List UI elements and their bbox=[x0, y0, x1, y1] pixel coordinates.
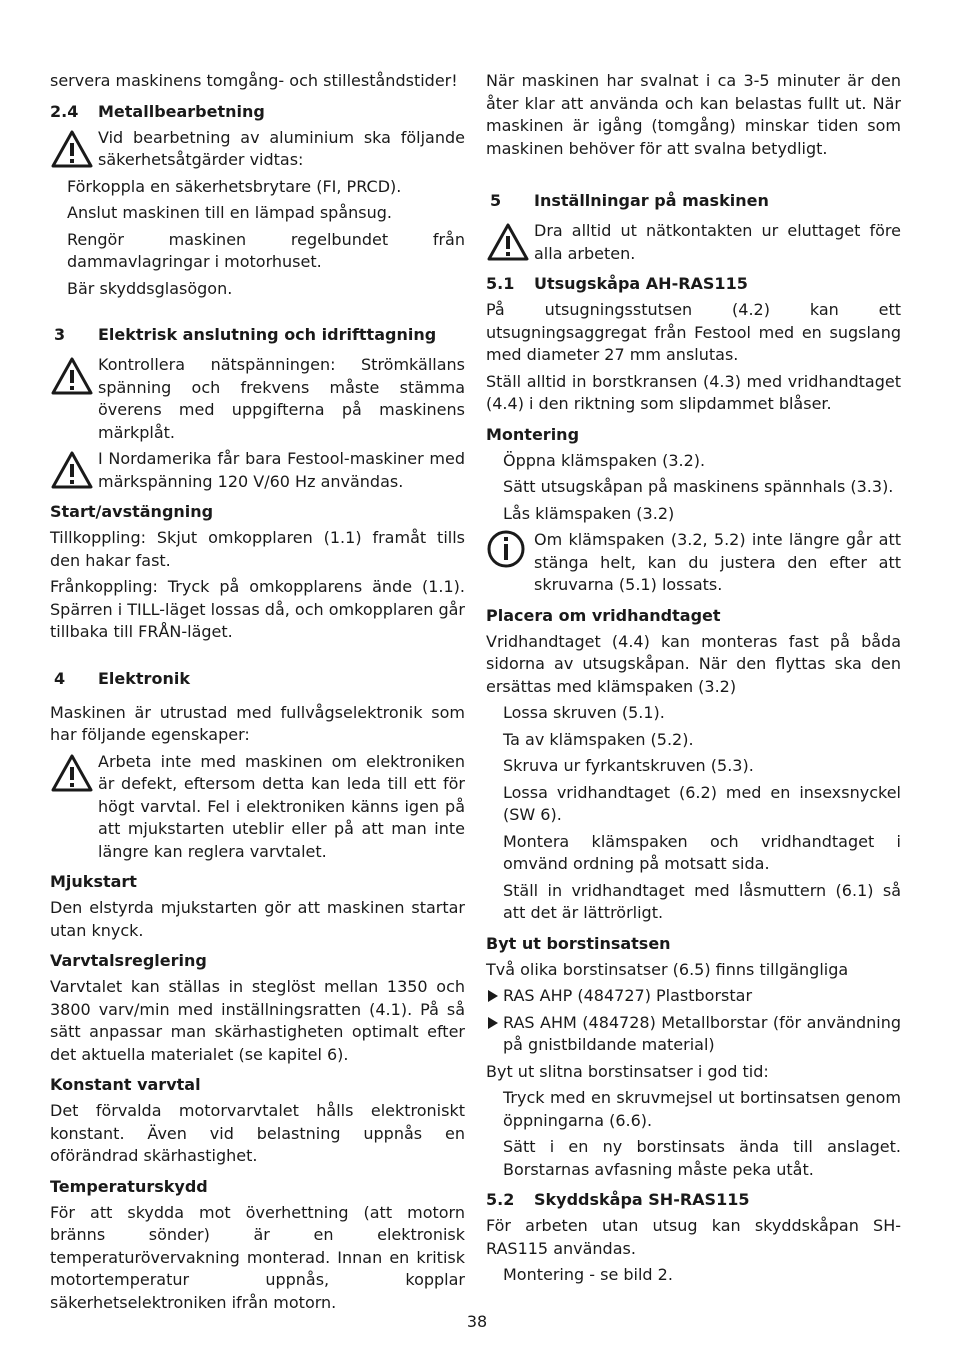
warning-triangle-icon bbox=[486, 222, 530, 262]
section-number: 4 bbox=[54, 668, 66, 688]
warning-note bbox=[486, 220, 901, 265]
step: Rengör maskinen regelbundet från dammavlagringar i motorhuset. bbox=[67, 229, 465, 271]
section-heading-5 bbox=[486, 190, 901, 212]
paragraph: servera maskinens tomgång- och stilleståndstider! bbox=[50, 71, 458, 90]
step: Montering - se bild 2. bbox=[503, 1265, 673, 1284]
arrow-bullet-icon bbox=[487, 990, 499, 1002]
paragraph: Varvtalet kan ställas in steglöst mellan 1350 och 3800 varv/min med inställningsratten (4.1). På så sätt anpassar man skärhastigheten optimalt efter det aktuella materialet (se kapitel 6). bbox=[50, 977, 465, 1064]
warning-text: I Nordamerika får bara Festool-maskiner med märkspänning 120 V/60 Hz användas. bbox=[98, 449, 465, 491]
info-icon bbox=[486, 529, 526, 569]
step: Ta av klämspaken (5.2). bbox=[503, 729, 694, 749]
step: Skruva ur fyrkantskruven (5.3). bbox=[503, 756, 754, 775]
left-column bbox=[50, 70, 465, 1314]
section-title: Inställningar på maskinen bbox=[534, 191, 769, 210]
section-heading-2-4 bbox=[50, 101, 465, 123]
step: Sätt i en ny borstinsats ända till anslaget. Borstarnas avfasning måste peka utåt. bbox=[503, 1137, 901, 1179]
paragraph: För arbeten utan utsug kan skyddskåpan SH-RAS115 användas. bbox=[486, 1216, 901, 1258]
paragraph: Det förvalda motorvarvtalet hålls elektroniskt konstant. Även vid belastning uppnås en oförändrad skärhastighet. bbox=[50, 1101, 465, 1165]
section-heading-5-1 bbox=[486, 273, 901, 295]
page-number: 38 bbox=[466, 1312, 488, 1331]
warning-note bbox=[50, 751, 465, 864]
step: Montera klämspaken och vridhandtaget i omvänd ordning på motsatt sida. bbox=[503, 831, 901, 873]
step: Förkoppla en säkerhetsbrytare (FI, PRCD). bbox=[67, 176, 402, 196]
subheading: Byt ut borstinsatsen bbox=[486, 933, 671, 953]
warning-triangle-icon bbox=[50, 356, 94, 396]
section-title: Metallbearbetning bbox=[98, 101, 265, 121]
subheading: Placera om vridhandtaget bbox=[486, 605, 721, 625]
warning-text: Arbeta inte med maskinen om elektroniken är defekt, eftersom detta kan leda till ett för högt varvtal. Fel i elektroniken känns igen på att mjukstarten uteblir eller på att man inte längre kan reglera varvtalet. bbox=[98, 751, 465, 861]
warning-note bbox=[50, 127, 465, 172]
paragraph: På utsugningsstutsen (4.2) kan ett utsugningsaggregat från Festool med en sugslang med diameter 27 mm anslutas. bbox=[486, 300, 901, 364]
section-number: 2.4 bbox=[50, 101, 79, 121]
paragraph: Maskinen är utrustad med fullvågselektronik som har följande egenskaper: bbox=[50, 702, 465, 744]
subheading: Start/avstängning bbox=[50, 502, 214, 521]
right-column bbox=[486, 70, 901, 1287]
section-number: 5.1 bbox=[486, 274, 515, 293]
section-title: Elektrisk anslutning och idrifttagning bbox=[98, 325, 437, 344]
step: Ställ in vridhandtaget med låsmuttern (6.1) så att det är lättrörligt. bbox=[503, 880, 901, 922]
step: Lossa skruven (5.1). bbox=[503, 703, 665, 722]
section-title: Elektronik bbox=[98, 668, 190, 688]
info-text: Om klämspaken (3.2, 5.2) inte längre går att stänga helt, kan du justera den efter att skruvarna (5.1) lossats. bbox=[534, 530, 901, 594]
section-number: 5 bbox=[490, 191, 502, 210]
subheading: Montering bbox=[486, 424, 580, 444]
step: Öppna klämspaken (3.2). bbox=[503, 450, 706, 470]
step: Lås klämspaken (3.2) bbox=[503, 503, 675, 523]
warning-note bbox=[50, 448, 465, 493]
section-title: Skyddskåpa SH-RAS115 bbox=[534, 1190, 750, 1209]
paragraph: Ställ alltid in borstkransen (4.3) med vridhandtaget (4.4) i den riktning som slipdammet blåser. bbox=[486, 371, 901, 413]
bullet-item bbox=[486, 1012, 901, 1057]
paragraph: Två olika borstinsatser (6.5) finns tillgängliga bbox=[486, 959, 849, 979]
subheading: Temperaturskydd bbox=[50, 1176, 208, 1196]
step: Sätt utsugskåpan på maskinens spännhals (3.3). bbox=[503, 477, 894, 496]
paragraph: Frånkoppling: Tryck på omkopplarens ände (1.1). Spärren i TILL-läget lossas då, och omkopplaren går tillbaka till FRÅN-läget. bbox=[50, 577, 465, 641]
step: Anslut maskinen till en lämpad spånsug. bbox=[67, 203, 392, 222]
step: Bär skyddsglasögon. bbox=[67, 278, 233, 298]
info-note bbox=[486, 529, 901, 597]
subheading: Varvtalsreglering bbox=[50, 951, 207, 970]
warning-triangle-icon bbox=[50, 753, 94, 793]
section-heading-4 bbox=[50, 668, 465, 690]
subheading: Mjukstart bbox=[50, 872, 137, 891]
paragraph: Den elstyrda mjukstarten gör att maskinen startar utan knyck. bbox=[50, 898, 465, 940]
paragraph: Byt ut slitna borstinsatser i god tid: bbox=[486, 1061, 769, 1081]
section-number: 5.2 bbox=[486, 1190, 515, 1209]
warning-text: Kontrollera nätspänningen: Strömkällans spänning och frekvens måste stämma överens med uppgifterna på maskinens märkplåt. bbox=[98, 355, 465, 442]
paragraph: Tillkoppling: Skjut omkopplaren (1.1) framåt tills den hakar fast. bbox=[50, 528, 465, 570]
warning-text: Vid bearbetning av aluminium ska följande säkerhetsåtgärder vidtas: bbox=[98, 127, 465, 169]
bullet-item bbox=[486, 985, 901, 1008]
paragraph: För att skydda mot överhettning (att motorn bränns sönder) är en elektronisk temperaturövervakning monterad. Innan en kritisk motortemperatur uppnås, kopplar säkerhetselektroniken ifrån motorn. bbox=[50, 1202, 465, 1312]
section-heading-5-2 bbox=[486, 1189, 901, 1211]
bullet-text: RAS AHP (484727) Plastborstar bbox=[503, 986, 753, 1005]
warning-triangle-icon bbox=[50, 129, 94, 169]
paragraph: Vridhandtaget (4.4) kan monteras fast på båda sidorna av utsugskåpan. När den flyttas ska den ersättas med klämspaken (3.2) bbox=[486, 631, 901, 696]
section-heading-3 bbox=[50, 324, 465, 346]
section-number: 3 bbox=[54, 325, 66, 344]
warning-note bbox=[50, 354, 465, 444]
step: Tryck med en skruvmejsel ut bortinsatsen genom öppningarna (6.6). bbox=[503, 1088, 901, 1130]
paragraph: När maskinen har svalnat i ca 3-5 minuter är den åter klar att använda och kan belastas fullt ut. När maskinen är igång (tomgång) minskar tiden som maskinen behöver för att svalna betydligt. bbox=[486, 71, 901, 158]
arrow-bullet-icon bbox=[487, 1017, 499, 1029]
bullet-text: RAS AHM (484728) Metallborstar (för användning på gnistbildande material) bbox=[503, 1012, 901, 1054]
subheading: Konstant varvtal bbox=[50, 1075, 201, 1094]
warning-text: Dra alltid ut nätkontakten ur eluttaget före alla arbeten. bbox=[534, 221, 901, 263]
step: Lossa vridhandtaget (6.2) med en insexsnyckel (SW 6). bbox=[503, 782, 901, 824]
warning-triangle-icon bbox=[50, 450, 94, 490]
section-title: Utsugskåpa AH-RAS115 bbox=[534, 274, 748, 293]
